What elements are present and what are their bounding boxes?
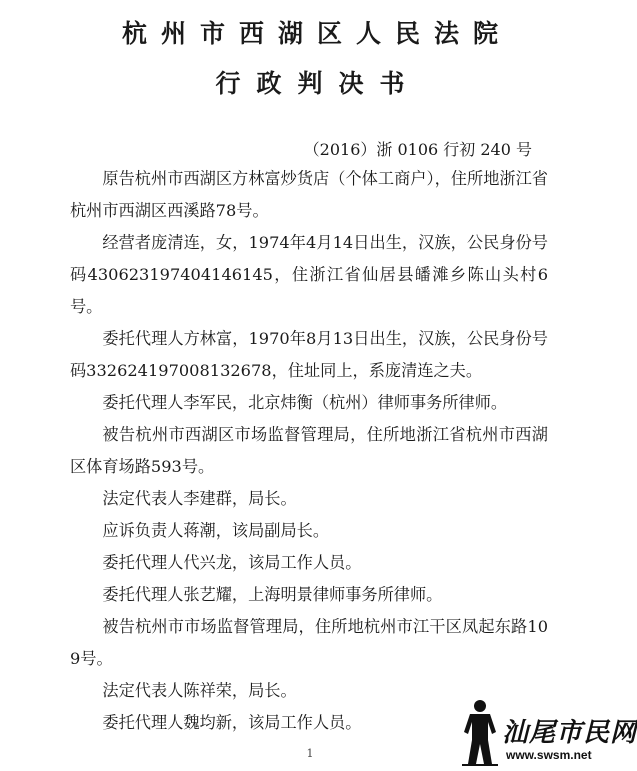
watermark-text: 汕尾市民网 bbox=[502, 718, 637, 748]
case-number: （2016）浙 0106 行初 240 号 bbox=[303, 140, 532, 159]
responsible-person-paragraph: 应诉负责人蒋潮，该局副局长。 bbox=[102, 521, 330, 540]
operator-paragraph: 经营者庞清连，女，1974年4月14日出生，汉族，公民身份号码430623197404146145，住浙江省仙居县皤滩乡陈山头村6号。 bbox=[70, 233, 548, 316]
agent-paragraph-5: 委托代理人魏均新，该局工作人员。 bbox=[102, 713, 362, 732]
watermark-logo bbox=[452, 694, 637, 769]
court-name: 杭州市西湖区人民法院 bbox=[121, 19, 512, 48]
document-type: 行政判决书 bbox=[215, 69, 421, 98]
legal-rep-paragraph-2: 法定代表人陈祥荣，局长。 bbox=[102, 681, 297, 700]
defendant-paragraph-2: 被告杭州市市场监督管理局，住所地杭州市江干区凤起东路109号。 bbox=[70, 617, 548, 668]
defendant-paragraph-1: 被告杭州市西湖区市场监督管理局，住所地浙江省杭州市西湖区体育场路593号。 bbox=[70, 425, 548, 476]
plaintiff-paragraph: 原告杭州市西湖区方林富炒货店（个体工商户），住所地浙江省杭州市西湖区西溪路78号。 bbox=[70, 169, 548, 220]
legal-rep-paragraph-1: 法定代表人李建群，局长。 bbox=[102, 489, 297, 508]
watermark-url: www.swsm.net bbox=[506, 748, 592, 762]
page-number: 1 bbox=[306, 747, 314, 760]
agent-paragraph-4: 委托代理人张艺耀，上海明景律师事务所律师。 bbox=[102, 585, 443, 604]
agent-paragraph-3: 委托代理人代兴龙，该局工作人员。 bbox=[102, 553, 362, 572]
document-body bbox=[70, 163, 548, 739]
agent-paragraph-2: 委托代理人李军民，北京炜衡（杭州）律师事务所律师。 bbox=[102, 393, 508, 412]
agent-paragraph-1: 委托代理人方林富，1970年8月13日出生，汉族，公民身份号码332624197008132678，住址同上，系庞清连之夫。 bbox=[70, 329, 548, 380]
silhouette-figure-icon bbox=[458, 698, 502, 766]
